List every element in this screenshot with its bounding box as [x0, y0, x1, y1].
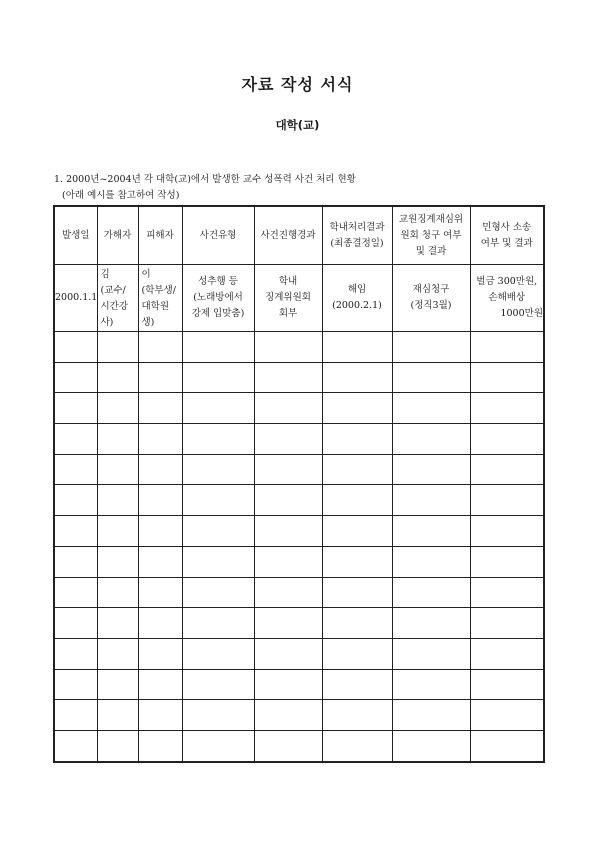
empty-cell-progress[interactable]: [254, 730, 322, 761]
cell-text: 1000만원: [500, 308, 543, 319]
empty-cell-lawsuit[interactable]: [470, 362, 544, 393]
example-date: [54, 265, 97, 332]
empty-cell-lawsuit[interactable]: [470, 424, 544, 455]
cell-text: 이: [141, 269, 151, 280]
empty-cell-date[interactable]: [54, 730, 97, 761]
empty-cell-date[interactable]: [54, 454, 97, 485]
empty-cell-offender[interactable]: [97, 516, 138, 547]
empty-cell-victim[interactable]: [138, 454, 182, 485]
cell-text: 성추행 등: [198, 276, 238, 287]
empty-cell-victim[interactable]: [138, 424, 182, 455]
incident-table: [53, 205, 545, 763]
empty-cell-school-result[interactable]: [322, 546, 392, 577]
empty-cell-school-result[interactable]: [322, 393, 392, 424]
header-text: 가해자: [103, 229, 132, 241]
empty-cell-progress[interactable]: [254, 700, 322, 731]
table-header-row: [54, 206, 544, 265]
header-offender: [97, 206, 138, 265]
empty-cell-progress[interactable]: [254, 608, 322, 639]
example-lawsuit: [470, 265, 544, 332]
cell-text: (노래방에서: [193, 292, 243, 303]
cell-text: 학내: [278, 276, 298, 287]
empty-cell-date[interactable]: [54, 700, 97, 731]
empty-cell-school-result[interactable]: [322, 669, 392, 700]
empty-cell-offender[interactable]: [97, 700, 138, 731]
empty-cell-incident-type[interactable]: [182, 516, 254, 547]
cell-text: (정직3월): [410, 300, 452, 311]
empty-cell-progress[interactable]: [254, 546, 322, 577]
example-appeal: [392, 265, 470, 332]
empty-cell-offender[interactable]: [97, 608, 138, 639]
empty-cell-offender[interactable]: [97, 546, 138, 577]
table-row: [54, 700, 544, 731]
cell-text: (교수/: [100, 285, 126, 296]
header-text: 여부 및 결과: [480, 237, 533, 249]
empty-cell-date[interactable]: [54, 546, 97, 577]
header-text: 원회 청구 여부: [400, 229, 462, 241]
empty-cell-victim[interactable]: [138, 332, 182, 363]
empty-cell-incident-type[interactable]: [182, 546, 254, 577]
table-row: [54, 485, 544, 516]
empty-cell-school-result[interactable]: [322, 638, 392, 669]
empty-cell-progress[interactable]: [254, 454, 322, 485]
table-row: [54, 608, 544, 639]
empty-cell-offender[interactable]: [97, 393, 138, 424]
empty-cell-incident-type[interactable]: [182, 730, 254, 761]
header-victim: [138, 206, 182, 265]
cell-text: 사): [100, 317, 114, 328]
empty-cell-appeal[interactable]: [392, 700, 470, 731]
empty-cell-offender[interactable]: [97, 669, 138, 700]
empty-cell-school-result[interactable]: [322, 485, 392, 516]
empty-cell-school-result[interactable]: [322, 608, 392, 639]
table-row: [54, 424, 544, 455]
table-row: [54, 669, 544, 700]
cell-text: (2000.2.1): [332, 300, 382, 311]
empty-cell-lawsuit[interactable]: [470, 485, 544, 516]
section-note: (아래 예시를 참고하여 작성): [62, 190, 180, 201]
empty-cell-school-result[interactable]: [322, 362, 392, 393]
empty-cell-appeal[interactable]: [392, 638, 470, 669]
empty-cell-appeal[interactable]: [392, 332, 470, 363]
empty-cell-offender[interactable]: [97, 638, 138, 669]
empty-cell-victim[interactable]: [138, 362, 182, 393]
empty-cell-date[interactable]: [54, 638, 97, 669]
header-text: 발생일: [61, 229, 90, 241]
empty-cell-appeal[interactable]: [392, 485, 470, 516]
table-row: [54, 454, 544, 485]
empty-cell-offender[interactable]: [97, 730, 138, 761]
empty-cell-lawsuit[interactable]: [470, 454, 544, 485]
header-date: [54, 206, 97, 265]
empty-cell-progress[interactable]: [254, 516, 322, 547]
table-row: [54, 730, 544, 761]
empty-cell-school-result[interactable]: [322, 577, 392, 608]
empty-cell-date[interactable]: [54, 332, 97, 363]
empty-cell-victim[interactable]: [138, 638, 182, 669]
empty-cell-school-result[interactable]: [322, 454, 392, 485]
empty-cell-date[interactable]: [54, 516, 97, 547]
example-school-result: [322, 265, 392, 332]
empty-cell-date[interactable]: [54, 669, 97, 700]
empty-cell-date[interactable]: [54, 393, 97, 424]
header-text: 사건진행경과: [260, 229, 316, 241]
cell-text: 2000.1.1: [55, 292, 98, 303]
empty-cell-incident-type[interactable]: [182, 332, 254, 363]
empty-cell-date[interactable]: [54, 485, 97, 516]
empty-cell-lawsuit[interactable]: [470, 516, 544, 547]
empty-cell-school-result[interactable]: [322, 516, 392, 547]
empty-cell-offender[interactable]: [97, 577, 138, 608]
header-text: (최종결정일): [330, 237, 384, 249]
header-text: 학내처리결과: [329, 221, 385, 233]
header-progress: [254, 206, 322, 265]
empty-cell-victim[interactable]: [138, 730, 182, 761]
empty-cell-appeal[interactable]: [392, 362, 470, 393]
empty-cell-victim[interactable]: [138, 393, 182, 424]
empty-cell-school-result[interactable]: [322, 424, 392, 455]
empty-cell-offender[interactable]: [97, 454, 138, 485]
table-row: [54, 516, 544, 547]
empty-cell-progress[interactable]: [254, 485, 322, 516]
empty-cell-offender[interactable]: [97, 485, 138, 516]
empty-cell-progress[interactable]: [254, 393, 322, 424]
empty-cell-appeal[interactable]: [392, 454, 470, 485]
table-row: [54, 332, 544, 363]
cell-text: 징계위원회: [265, 292, 311, 303]
empty-cell-school-result[interactable]: [322, 332, 392, 363]
example-progress: [254, 265, 322, 332]
empty-cell-victim[interactable]: [138, 669, 182, 700]
header-text: 교원징계재심위: [398, 213, 464, 225]
empty-cell-date[interactable]: [54, 424, 97, 455]
empty-cell-date[interactable]: [54, 608, 97, 639]
example-offender: [97, 265, 138, 332]
cell-text: 벌금 300만원,: [476, 276, 538, 287]
empty-cell-progress[interactable]: [254, 669, 322, 700]
empty-cell-appeal[interactable]: [392, 669, 470, 700]
cell-text: 시간강: [100, 301, 129, 312]
empty-cell-lawsuit[interactable]: [470, 332, 544, 363]
header-lawsuit: [470, 206, 544, 265]
example-row: [54, 265, 544, 332]
empty-cell-appeal[interactable]: [392, 577, 470, 608]
empty-cell-progress[interactable]: [254, 577, 322, 608]
cell-text: 생): [141, 317, 155, 328]
empty-cell-incident-type[interactable]: [182, 608, 254, 639]
header-text: 민형사 소송: [482, 221, 532, 233]
section-heading: 1. 2000년~2004년 각 대학(교)에서 발생한 교수 성폭력 사건 처리 현황: [54, 174, 356, 185]
section-1: [54, 172, 356, 204]
table-row: [54, 577, 544, 608]
header-school-result: [322, 206, 392, 265]
empty-cell-school-result[interactable]: [322, 700, 392, 731]
empty-cell-appeal[interactable]: [392, 608, 470, 639]
cell-text: 김: [100, 269, 110, 280]
empty-cell-incident-type[interactable]: [182, 454, 254, 485]
empty-cell-victim[interactable]: [138, 700, 182, 731]
empty-cell-victim[interactable]: [138, 577, 182, 608]
table-row: [54, 362, 544, 393]
empty-cell-victim[interactable]: [138, 516, 182, 547]
table-row: [54, 546, 544, 577]
table-row: [54, 393, 544, 424]
example-victim: [138, 265, 182, 332]
empty-cell-school-result[interactable]: [322, 730, 392, 761]
example-incident-type: [182, 265, 254, 332]
empty-cell-incident-type[interactable]: [182, 362, 254, 393]
empty-cell-progress[interactable]: [254, 332, 322, 363]
cell-text: 재심청구: [412, 284, 450, 295]
empty-cell-lawsuit[interactable]: [470, 730, 544, 761]
empty-cell-appeal[interactable]: [392, 393, 470, 424]
empty-cell-progress[interactable]: [254, 424, 322, 455]
empty-cell-incident-type[interactable]: [182, 424, 254, 455]
empty-cell-lawsuit[interactable]: [470, 608, 544, 639]
cell-text: (학부생/: [141, 285, 176, 296]
empty-cell-progress[interactable]: [254, 638, 322, 669]
empty-cell-appeal[interactable]: [392, 730, 470, 761]
empty-cell-lawsuit[interactable]: [470, 638, 544, 669]
header-incident-type: [182, 206, 254, 265]
empty-cell-incident-type[interactable]: [182, 669, 254, 700]
empty-cell-appeal[interactable]: [392, 546, 470, 577]
header-text: 사건유형: [199, 229, 237, 241]
empty-cell-victim[interactable]: [138, 546, 182, 577]
table-row: [54, 638, 544, 669]
empty-cell-lawsuit[interactable]: [470, 546, 544, 577]
cell-text: 해임: [347, 284, 367, 295]
header-text: 및 결과: [415, 245, 447, 257]
empty-cell-appeal[interactable]: [392, 516, 470, 547]
cell-text: 강제 입맞춤): [191, 308, 245, 319]
university-label: 대학(교): [275, 118, 320, 132]
empty-cell-lawsuit[interactable]: [470, 669, 544, 700]
cell-text: 손해배상: [488, 292, 526, 303]
cell-text: 대학원: [141, 301, 170, 312]
empty-cell-date[interactable]: [54, 577, 97, 608]
empty-cell-victim[interactable]: [138, 608, 182, 639]
empty-cell-lawsuit[interactable]: [470, 393, 544, 424]
cell-text: 회부: [278, 308, 298, 319]
empty-cell-offender[interactable]: [97, 362, 138, 393]
header-appeal: [392, 206, 470, 265]
empty-cell-offender[interactable]: [97, 332, 138, 363]
header-text: 피해자: [146, 229, 174, 241]
empty-cell-incident-type[interactable]: [182, 577, 254, 608]
empty-cell-offender[interactable]: [97, 424, 138, 455]
empty-cell-lawsuit[interactable]: [470, 700, 544, 731]
empty-cell-incident-type[interactable]: [182, 700, 254, 731]
empty-cell-progress[interactable]: [254, 362, 322, 393]
empty-cell-incident-type[interactable]: [182, 393, 254, 424]
empty-cell-incident-type[interactable]: [182, 638, 254, 669]
empty-cell-appeal[interactable]: [392, 424, 470, 455]
empty-cell-date[interactable]: [54, 362, 97, 393]
empty-cell-victim[interactable]: [138, 485, 182, 516]
empty-cell-incident-type[interactable]: [182, 485, 254, 516]
empty-cell-lawsuit[interactable]: [470, 577, 544, 608]
document-title: 자료 작성 서식: [241, 75, 354, 94]
